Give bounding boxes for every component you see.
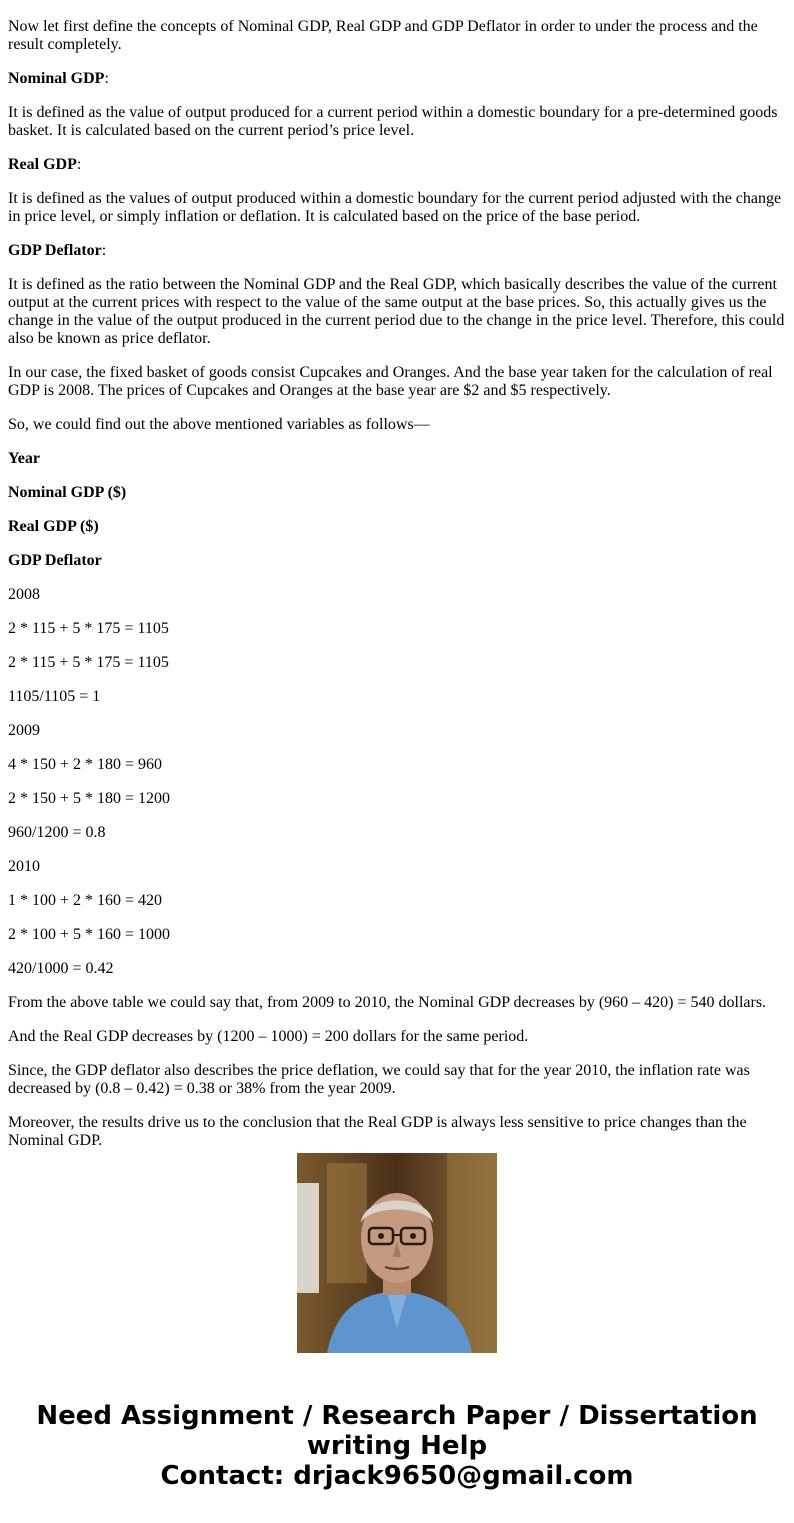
table-cell-nominal: 4 * 150 + 2 * 180 = 960 — [8, 756, 163, 773]
table-header-nominal-label: Nominal GDP ($) — [8, 484, 127, 501]
avatar — [297, 1153, 497, 1353]
top-fragment — [8, 0, 786, 2]
promo-line-1: Need Assignment / Research Paper / Dissertation — [36, 1401, 758, 1431]
table-header-year — [8, 450, 786, 468]
table-header-real — [8, 518, 786, 536]
real-gdp-label: Real GDP — [8, 156, 77, 173]
table-cell-nominal: 1 * 100 + 2 * 160 = 420 — [8, 892, 163, 909]
gdp-deflator-label: GDP Deflator — [8, 242, 102, 259]
table-header-deflator-label: GDP Deflator — [8, 552, 102, 569]
intro-paragraph: Now let first define the concepts of Nominal GDP, Real GDP and GDP Deflator in order to under the process and the result completely. — [8, 18, 758, 53]
promo-line-2: writing Help — [306, 1431, 488, 1461]
gdp-deflator-definition: It is defined as the ratio between the Nominal GDP and the Real GDP, which basically describes the value of the current output at the current prices with respect to the value of the same output at the base prices. So, this actually gives us the change in the value of the output produced in the current period due to the change in the price level. Therefore, this could also be known as price deflator. — [8, 276, 785, 347]
table-header-real-label: Real GDP ($) — [8, 518, 99, 535]
table-cell-year: 2010 — [8, 858, 40, 875]
nominal-gdp-label: Nominal GDP — [8, 70, 105, 87]
article-body — [8, 0, 786, 1149]
table-header-year-label: Year — [8, 450, 40, 467]
real-gdp-heading — [8, 156, 786, 174]
conclusion-deflator: Since, the GDP deflator also describes the price deflation, we could say that for the year 2010, the inflation rate was decreased by (0.8 – 0.42) = 0.38 or 38% from the year 2009. — [8, 1062, 750, 1097]
table-cell-deflator: 960/1200 = 0.8 — [8, 824, 106, 841]
table-cell-year: 2009 — [8, 722, 40, 739]
case-paragraph: In our case, the fixed basket of goods consist Cupcakes and Oranges. And the base year taken for the calculation of real GDP is 2008. The prices of Cupcakes and Oranges at the base year are $2 and $5 respectively. — [8, 364, 773, 399]
promo-section — [0, 1153, 794, 1491]
nominal-gdp-colon: : — [104, 70, 109, 87]
table-header-deflator — [8, 552, 786, 570]
nominal-gdp-definition: It is defined as the value of output produced for a current period within a domestic boundary for a pre-determined goods basket. It is calculated based on the current period’s price level. — [8, 104, 778, 139]
table-cell-real: 2 * 115 + 5 * 175 = 1105 — [8, 654, 169, 671]
real-gdp-colon: : — [76, 156, 82, 173]
table-cell-deflator: 1105/1105 = 1 — [8, 688, 101, 705]
table-cell-nominal: 2 * 115 + 5 * 175 = 1105 — [8, 620, 169, 637]
gdp-deflator-heading — [8, 242, 786, 260]
table-cell-real: 2 * 150 + 5 * 180 = 1200 — [8, 790, 171, 807]
cut-off-paragraph: Moreover, the results drive us to the conclusion that the Real GDP is always less sensitive to price changes than the Nominal GDP. — [8, 1114, 747, 1149]
conclusion-nominal: From the above table we could say that, from 2009 to 2010, the Nominal GDP decreases by (960 – 420) = 540 dollars. — [8, 994, 767, 1011]
table-header-nominal — [8, 484, 786, 502]
promo-text — [0, 1401, 794, 1491]
avatar-photo — [297, 1153, 497, 1353]
nominal-gdp-heading — [8, 70, 786, 88]
gdp-deflator-colon: : — [101, 242, 107, 259]
conclusion-real: And the Real GDP decreases by (1200 – 1000) = 200 dollars for the same period. — [8, 1028, 529, 1045]
table-cell-real: 2 * 100 + 5 * 160 = 1000 — [8, 926, 171, 943]
real-gdp-definition: It is defined as the values of output produced within a domestic boundary for the current period adjusted with the change in price level, or simply inflation or deflation. It is calculated based on the price of the base period. — [8, 190, 782, 225]
table-cell-year: 2008 — [8, 586, 40, 603]
table-cell-deflator: 420/1000 = 0.42 — [8, 960, 114, 977]
promo-contact: Contact: drjack9650@gmail.com — [160, 1461, 634, 1491]
so-paragraph: So, we could find out the above mentioned variables as follows— — [8, 416, 430, 433]
